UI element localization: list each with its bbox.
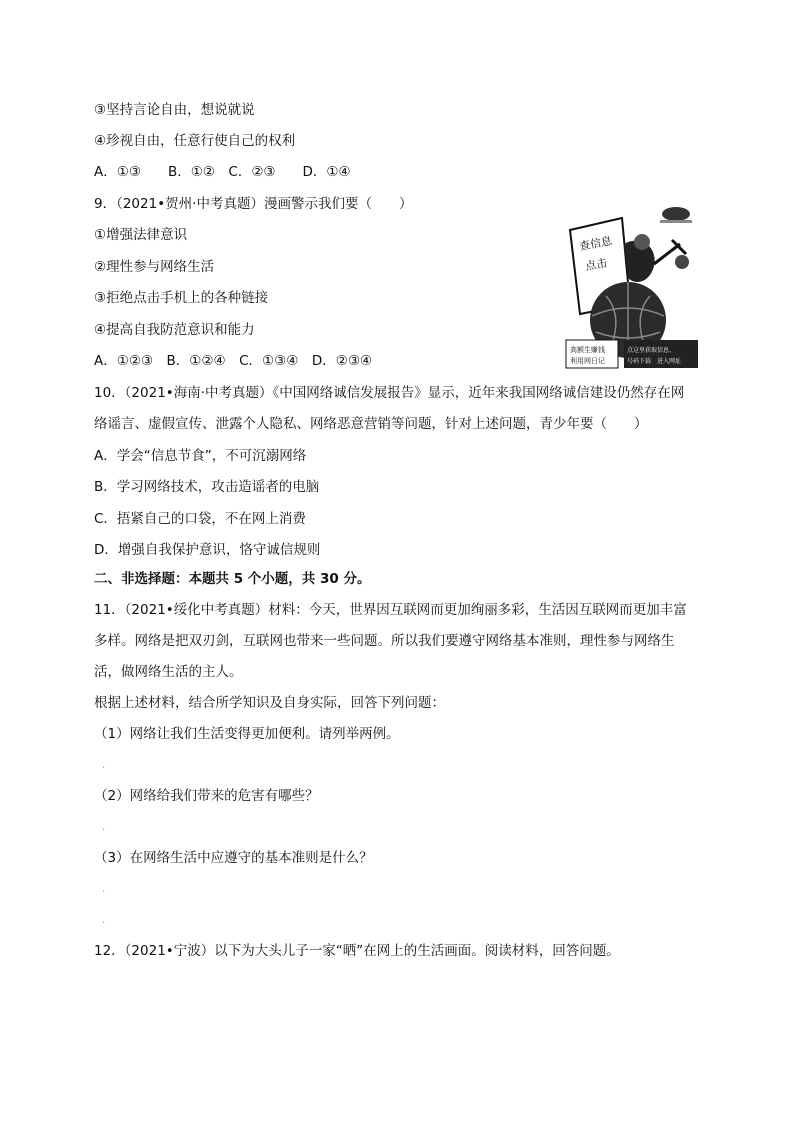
cartoon-caption-left-2: 利用网日记 [570, 357, 605, 365]
q9-item-2: ②理性参与网络生活 [94, 259, 215, 275]
option-line-4: ④珍视自由，任意行使自己的权利 [94, 133, 296, 149]
q10-option-b: B．学习网络技术，攻击造谣者的电脑 [94, 479, 320, 495]
question-10-stem-2: 络谣言、虚假宣传、泄露个人隐私、网络恶意营销等问题，针对上述问题，青少年要（ ） [94, 416, 648, 432]
answer-choices-q8: A．①③ B．①② C．②③ D．①④ [94, 164, 351, 180]
q9-item-3: ③拒绝点击手机上的各种链接 [94, 290, 269, 306]
cartoon-caption-left-1: 高额生赚钱 [570, 346, 605, 354]
q10-option-c: C．捂紧自己的口袋，不在网上消费 [94, 511, 306, 527]
question-11-instruction: 根据上述材料，结合所学知识及自身实际，回答下列问题： [94, 695, 445, 711]
question-11-stem-1: 11．（2021•绥化中考真题）材料：今天，世界因互联网而更加绚丽多彩，生活因互联网而更加丰富 [94, 602, 687, 618]
cartoon-caption-right-1: 点这里获取信息、 [627, 347, 676, 354]
answer-space-marker: . [102, 884, 106, 895]
cartoon-sign-text-2: 点击 [584, 256, 609, 273]
answer-choices-q9: A．①②③ B．①②④ C．①③④ D．②③④ [94, 353, 373, 369]
answer-space-marker: . [102, 822, 106, 833]
answer-space-marker: . [102, 915, 106, 926]
question-10-stem-1: 10．（2021•海南·中考真题）《中国网络诚信发展报告》显示，近年来我国网络诚信建设仍然存在网 [94, 385, 685, 401]
section-heading: 二、非选择题：本题共 5 个小题，共 30 分。 [94, 571, 371, 587]
question-11-stem-2: 多样。网络是把双刃剑，互联网也带来一些问题。所以我们要遵守网络基本准则，理性参与网络生 [94, 633, 675, 649]
option-line-3: ③坚持言论自由，想说就说 [94, 102, 255, 118]
q11-subquestion-2: （2）网络给我们带来的危害有哪些？ [94, 788, 319, 804]
cartoon-sign-text-1: 查信息 [578, 234, 614, 253]
q10-option-a: A．学会“信息节食”，不可沉溺网络 [94, 448, 307, 464]
question-11-stem-3: 活，做网络生活的主人。 [94, 664, 243, 680]
answer-space-marker: . [102, 760, 106, 771]
q11-subquestion-3: （3）在网络生活中应遵守的基本准则是什么？ [94, 850, 373, 866]
question-12-stem: 12．（2021•宁波）以下为大头儿子一家“晒”在网上的生活画面。阅读材料，回答问题。 [94, 943, 620, 959]
cartoon-image [562, 204, 702, 372]
question-9-stem: 9．（2021•贺州·中考真题）漫画警示我们要（ ） [94, 196, 413, 212]
q9-item-1: ①增强法律意识 [94, 227, 188, 243]
q11-subquestion-1: （1）网络让我们生活变得更加便利。请列举两例。 [94, 726, 400, 742]
q9-item-4: ④提高自我防范意识和能力 [94, 322, 255, 338]
cartoon-caption-right-2: 号码下载 进入网址 [627, 358, 682, 365]
q10-option-d: D．增强自我保护意识，恪守诚信规则 [94, 542, 321, 558]
